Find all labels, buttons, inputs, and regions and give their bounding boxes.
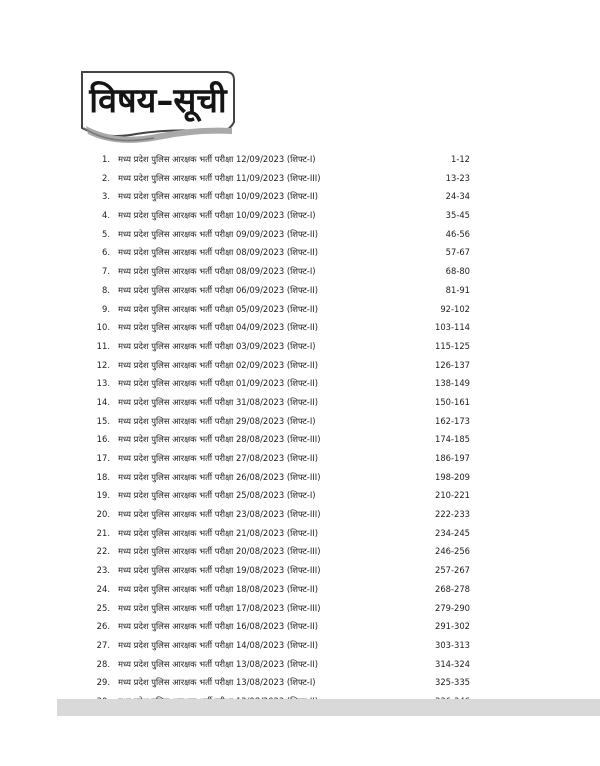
toc-entry-number: 22. [96,546,110,557]
toc-entry[interactable] [86,542,486,561]
toc-entry-pages: 210-221 [435,490,470,501]
toc-entry-title: मध्य प्रदेश पुलिस आरक्षक भर्ती परीक्षा 11/09/2023 (शिफ्ट-III) [118,172,321,183]
toc-entry[interactable] [86,281,486,300]
toc-entry-pages: 68-80 [445,266,470,277]
toc-entry-pages: 234-245 [435,527,470,538]
toc-entry-title: मध्य प्रदेश पुलिस आरक्षक भर्ती परीक्षा 31/08/2023 (शिफ्ट-II) [118,396,319,407]
toc-entry-number: 23. [96,565,110,576]
toc-entry-pages: 35-45 [445,210,470,221]
toc-entry-number: 29. [96,677,110,688]
toc-entry-number: 19. [96,490,110,501]
toc-entry-pages: 1-12 [450,154,470,164]
toc-entry-pages: 246-256 [435,546,470,557]
toc-entry-number: 26. [96,621,110,632]
toc-entry-title: मध्य प्रदेश पुलिस आरक्षक भर्ती परीक्षा 02/09/2023 (शिफ्ट-II) [118,359,319,370]
toc-entry-title: मध्य प्रदेश पुलिस आरक्षक भर्ती परीक्षा 04/09/2023 (शिफ्ट-II) [118,322,319,333]
toc-entry-title: मध्य प्रदेश पुलिस आरक्षक भर्ती परीक्षा 08/09/2023 (शिफ्ट-II) [118,247,319,258]
toc-entry-title: मध्य प्रदेश पुलिस आरक्षक भर्ती परीक्षा 10/09/2023 (शिफ्ट-I) [118,210,316,221]
toc-entry-pages: 303-313 [435,639,470,650]
toc-entry-title: मध्य प्रदेश पुलिस आरक्षक भर्ती परीक्षा 10/09/2023 (शिफ्ट-II) [118,191,319,202]
toc-entry-title: मध्य प्रदेश पुलिस आरक्षक भर्ती परीक्षा 13/08/2023 (शिफ्ट-II) [118,658,319,669]
toc-entry[interactable] [86,169,486,188]
toc-entry[interactable] [86,300,486,319]
toc-entry[interactable] [86,262,486,281]
toc-entry-pages: 162-173 [435,415,470,426]
toc-entry-pages: 24-34 [445,191,470,202]
toc-entry-number: 8. [102,284,110,295]
toc-entry-pages: 291-302 [435,621,470,632]
toc-entry-title: मध्य प्रदेश पुलिस आरक्षक भर्ती परीक्षा 05/09/2023 (शिफ्ट-II) [118,303,319,314]
toc-entry-pages: 325-335 [435,677,470,688]
toc-entry-number: 15. [96,415,110,426]
toc-entry-pages: 46-56 [445,228,470,239]
footer-bar [57,699,600,716]
toc-entry-number: 11. [96,340,110,351]
toc-entry-title: मध्य प्रदेश पुलिस आरक्षक भर्ती परीक्षा 17/08/2023 (शिफ्ट-III) [118,602,321,613]
toc-entry-number: 21. [96,527,110,538]
toc-entry-title: मध्य प्रदेश पुलिस आरक्षक भर्ती परीक्षा 27/08/2023 (शिफ्ट-II) [118,453,319,463]
toc-entry-number: 14. [96,396,110,407]
toc-entry[interactable] [86,393,486,412]
toc-entry[interactable] [86,561,486,580]
toc-entry-number: 25. [96,602,110,613]
toc-entry[interactable] [86,412,486,431]
toc-entry-number: 4. [102,210,110,221]
toc-entry-number: 7. [102,266,110,277]
toc-entry-pages: 126-137 [435,359,470,370]
toc-entry-pages: 268-278 [435,583,470,594]
toc-entry-title: मध्य प्रदेश पुलिस आरक्षक भर्ती परीक्षा 23/08/2023 (शिफ्ट-III) [118,509,321,520]
toc-entry-pages: 186-197 [435,453,470,463]
toc-entry-pages: 279-290 [435,602,470,613]
toc-entry-pages: 257-267 [435,565,470,576]
toc-entry-number: 24. [96,583,110,594]
toc-entry-number: 9. [102,303,110,314]
toc-entry-number: 27. [96,639,110,650]
toc-entry-pages: 13-23 [445,172,470,183]
toc-entry-pages: 81-91 [445,284,470,295]
toc-entry-number: 1. [102,154,110,164]
toc-entry[interactable] [86,225,486,244]
toc-entry[interactable] [86,150,486,169]
toc-entry[interactable] [86,505,486,524]
toc-entry-number: 13. [96,378,110,389]
toc-entry-number: 17. [96,453,110,463]
toc-entry-number: 20. [96,509,110,520]
toc-entry-pages: 115-125 [435,340,470,351]
toc-entry-number: 16. [96,434,110,445]
toc-entry-title: मध्य प्रदेश पुलिस आरक्षक भर्ती परीक्षा 14/08/2023 (शिफ्ट-II) [118,639,319,650]
toc-entry[interactable] [86,524,486,543]
toc-entry[interactable] [86,468,486,487]
toc-entry-title: मध्य प्रदेश पुलिस आरक्षक भर्ती परीक्षा 18/08/2023 (शिफ्ट-II) [118,583,319,594]
toc-entry[interactable] [86,673,486,692]
toc-entry-title: मध्य प्रदेश पुलिस आरक्षक भर्ती परीक्षा 03/09/2023 (शिफ्ट-I) [118,340,316,351]
toc-entry-title: मध्य प्रदेश पुलिस आरक्षक भर्ती परीक्षा 16/08/2023 (शिफ्ट-II) [118,621,319,632]
toc-entry[interactable] [86,655,486,674]
toc-entry-title: मध्य प्रदेश पुलिस आरक्षक भर्ती परीक्षा 21/08/2023 (शिफ्ट-II) [118,527,319,538]
toc-entry[interactable] [86,187,486,206]
toc-entry-number: 10. [96,322,110,333]
toc-entry-title: मध्य प्रदेश पुलिस आरक्षक भर्ती परीक्षा 09/09/2023 (शिफ्ट-II) [118,228,319,239]
toc-entry-title: मध्य प्रदेश पुलिस आरक्षक भर्ती परीक्षा 12/09/2023 (शिफ्ट-I) [118,154,316,164]
toc-entry-pages: 150-161 [435,396,470,407]
toc-entry-pages: 92-102 [440,303,470,314]
page-heading-banner [76,68,240,146]
toc-entry[interactable] [86,318,486,337]
toc-entry-pages: 314-324 [435,658,470,669]
toc-entry-title: मध्य प्रदेश पुलिस आरक्षक भर्ती परीक्षा 08/09/2023 (शिफ्ट-I) [118,266,316,277]
toc-entry-title: मध्य प्रदेश पुलिस आरक्षक भर्ती परीक्षा 01/09/2023 (शिफ्ट-II) [118,378,319,389]
toc-entry-title: मध्य प्रदेश पुलिस आरक्षक भर्ती परीक्षा 13/08/2023 (शिफ्ट-I) [118,677,316,688]
toc-entry-pages: 198-209 [435,471,470,482]
toc-entry-title: मध्य प्रदेश पुलिस आरक्षक भर्ती परीक्षा 19/08/2023 (शिफ्ट-III) [118,565,321,576]
toc-entry-title: मध्य प्रदेश पुलिस आरक्षक भर्ती परीक्षा 06/09/2023 (शिफ्ट-II) [118,284,319,295]
toc-entry-number: 5. [102,228,110,239]
toc-entry-title: मध्य प्रदेश पुलिस आरक्षक भर्ती परीक्षा 20/08/2023 (शिफ्ट-III) [118,546,321,557]
toc-entry[interactable] [86,206,486,225]
toc-entry-number: 28. [96,658,110,669]
toc-entry[interactable] [86,449,486,468]
toc-entry[interactable] [86,430,486,449]
toc-entry[interactable] [86,337,486,356]
toc-entry-title: मध्य प्रदेश पुलिस आरक्षक भर्ती परीक्षा 25/08/2023 (शिफ्ट-I) [118,490,316,501]
toc-entry-title: मध्य प्रदेश पुलिस आरक्षक भर्ती परीक्षा 28/08/2023 (शिफ्ट-III) [118,434,321,445]
toc-entry-title: मध्य प्रदेश पुलिस आरक्षक भर्ती परीक्षा 29/08/2023 (शिफ्ट-I) [118,415,316,426]
toc-entry[interactable] [86,374,486,393]
toc-entry-number: 6. [102,247,110,258]
table-of-contents [86,150,486,711]
toc-entry[interactable] [86,243,486,262]
toc-entry[interactable] [86,636,486,655]
toc-entry[interactable] [86,486,486,505]
toc-entry-pages: 174-185 [435,434,470,445]
toc-entry[interactable] [86,617,486,636]
toc-entry-number: 18. [96,471,110,482]
toc-entry[interactable] [86,356,486,375]
toc-entry-pages: 138-149 [435,378,470,389]
toc-entry-number: 3. [102,191,110,202]
toc-entry-pages: 222-233 [435,509,470,520]
toc-entry-number: 2. [102,172,110,183]
page-title: विषय–सूची [89,81,227,121]
toc-entry-number: 12. [96,359,110,370]
toc-entry-pages: 103-114 [435,322,470,333]
toc-entry-pages: 57-67 [445,247,470,258]
toc-entry[interactable] [86,580,486,599]
toc-entry[interactable] [86,599,486,618]
toc-entry-title: मध्य प्रदेश पुलिस आरक्षक भर्ती परीक्षा 26/08/2023 (शिफ्ट-III) [118,471,321,482]
